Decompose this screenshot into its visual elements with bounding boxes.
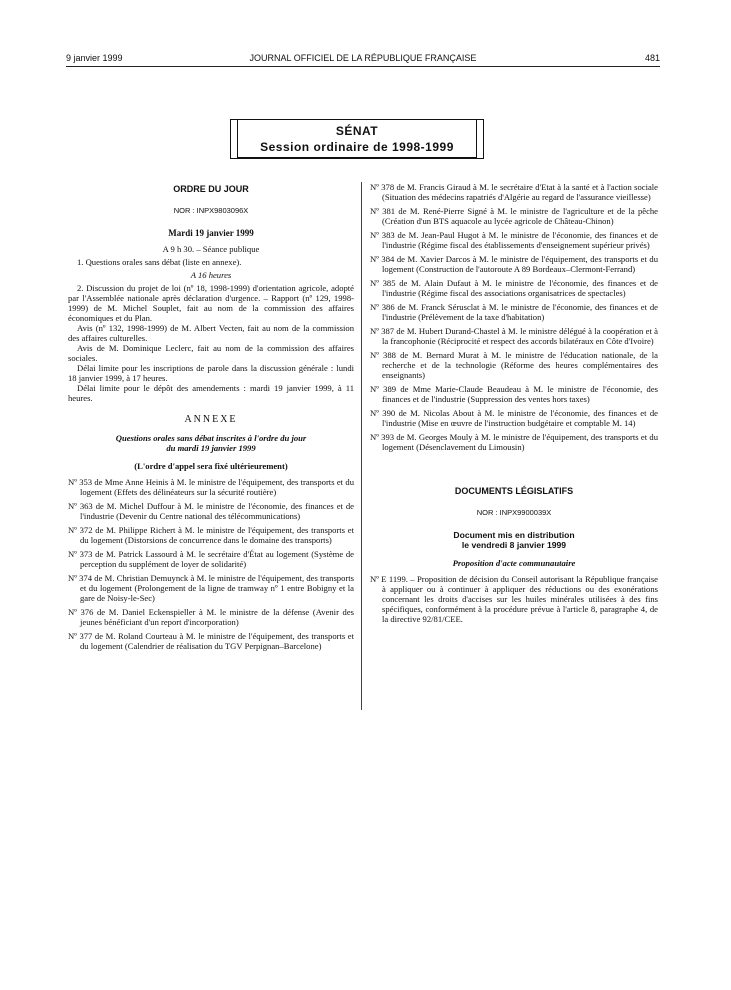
page-number: 481 [644,53,660,63]
question-item: Nº 377 de M. Roland Courteau à M. le ministre de l'équipement, des transports et du logement (Calendrier de réalisation du TGV Perpignan–Barcelone) [68,631,354,651]
documents-legislatifs-heading: DOCUMENTS LÉGISLATIFS [454,486,574,496]
page-header [66,53,660,67]
proposition-subheading: Proposition d'acte communautaire [452,558,576,568]
question-item: Nº 374 de M. Christian Demuynck à M. le ministre de l'équipement, des transports et du logement (Prolongement de la ligne de tramway nº 1 entre Bobigny et la gare de Noisy-le-Sec) [68,573,354,603]
question-item: Nº 376 de M. Daniel Eckenspieller à M. le ministre de la défense (Avenir des jeunes bénéficiant d'un report d'incorporation) [68,607,354,627]
journal-title: JOURNAL OFFICIEL DE LA RÉPUBLIQUE FRANÇAISE [249,53,477,63]
delai-amendements: Délai limite pour le dépôt des amendements : mardi 19 janvier 1999, à 11 heures. [68,383,354,403]
agenda-point-2: 2. Discussion du projet de loi (nº 18, 1998-1999) d'orientation agricole, adopté par l'Assemblée nationale après déclaration d'urgence. – Rapport (nº 129, 1998-1999) de M. Michel Souplet, fait au nom de la commission des affaires économiques et du Plan. [68,283,354,323]
session-date: Mardi 19 janvier 1999 [168,228,254,238]
annexe-subtitle-2: du mardi 19 janvier 1999 [166,443,256,453]
ordre-du-jour-heading: ORDRE DU JOUR [173,184,249,194]
question-item: Nº 384 de M. Xavier Darcos à M. le ministre de l'équipement, des transports et du logement (Construction de l'autoroute A 89 Bordeaux–Clermont-Ferrand) [370,254,658,274]
ordre-appel-note: (L'ordre d'appel sera fixé ultérieurement) [134,461,288,471]
question-item: Nº 383 de M. Jean-Paul Hugot à M. le ministre de l'économie, des finances et de l'industrie (Régime fiscal des établissements d'enseignement supérieur privés) [370,230,658,250]
right-column [370,182,658,628]
header-date: 9 janvier 1999 [66,53,123,63]
time-morning: A 9 h 30. – Séance publique [162,244,260,254]
question-item: Nº 381 de M. René-Pierre Signé à M. le ministre de l'agriculture et de la pêche (Création d'un BTS aquacole au lycée agricole de Château-Chinon) [370,206,658,226]
avis-2: Avis de M. Dominique Leclerc, fait au nom de la commission des affaires sociales. [68,343,354,363]
question-item: Nº 363 de M. Michel Duffour à M. le ministre de l'économie, des finances et de l'industrie (Devenir du Centre national des télécommunications) [68,501,354,521]
delai-inscriptions: Délai limite pour les inscriptions de parole dans la discussion générale : lundi 18 janvier 1999, à 17 heures. [68,363,354,383]
column-separator [361,182,362,710]
document-distribution-title: Document mis en distribution [453,530,575,540]
question-item: Nº 373 de M. Patrick Lassourd à M. le secrétaire d'État au logement (Système de perception du supplément de loyer de solidarité) [68,549,354,569]
question-item: Nº 386 de M. Franck Sérusclat à M. le ministre de l'économie, des finances et de l'industrie (Prélèvement de la taxe d'habitation) [370,302,658,322]
title-box [230,119,484,159]
left-column [68,182,354,655]
question-item: Nº 378 de M. Francis Giraud à M. le secrétaire d'Etat à la santé et à l'action sociale (Situation des médecins rapatriés d'Algérie au regard de l'assurance vieillesse) [370,182,658,202]
document-distribution-date: le vendredi 8 janvier 1999 [461,540,567,550]
question-item: Nº 387 de M. Hubert Durand-Chastel à M. le ministre délégué à la coopération et à la francophonie (Réciprocité et respect des accords bilatéraux en Côte d'Ivoire) [370,326,658,346]
question-item: Nº 385 de M. Alain Dufaut à M. le ministre de l'économie, des finances et de l'industrie (Régime fiscal des associations organisatrices de spectacles) [370,278,658,298]
question-item: Nº 389 de Mme Marie-Claude Beaudeau à M. le ministre de l'économie, des finances et de l'industrie (Suppression des ventes hors taxes) [370,384,658,404]
nor-reference: NOR : INPX9803096X [173,206,249,215]
annexe-subtitle-1: Questions orales sans débat inscrites à l'ordre du jour [115,433,307,443]
question-item: Nº 393 de M. Georges Mouly à M. le ministre de l'équipement, des transports et du logement (Désenclavement du Limousin) [370,432,658,452]
document-item: Nº E 1199. – Proposition de décision du Conseil autorisant la République française à appliquer ou à continuer à appliquer des réductions ou des exonérations concernant les droits d'accises sur les huiles minérales utilisées à des fins spécifiques, conformément à la procédure prévue à l'article 8, paragraphe 4, de la directive 92/81/CEE. [370,574,658,624]
documents-nor-reference: NOR : INPX9900039X [476,508,552,517]
question-item: Nº 372 de M. Philippe Richert à M. le ministre de l'équipement, des transports et du logement (Distorsions de concurrence dans le domaine des transports) [68,525,354,545]
agenda-point-1: 1. Questions orales sans débat (liste en annexe). [77,257,242,267]
avis-1: Avis (nº 132, 1998-1999) de M. Albert Vecten, fait au nom de la commission des affaires culturelles. [68,323,354,343]
title-senat: SÉNAT [335,124,379,138]
header-rule [66,66,660,67]
question-item: Nº 390 de M. Nicolas About à M. le ministre de l'économie, des finances et de l'industrie (Mise en œuvre de l'instruction budgétaire et comptable M. 14) [370,408,658,428]
time-afternoon: A 16 heures [190,270,232,280]
annexe-heading: ANNEXE [184,414,238,425]
question-item: Nº 353 de Mme Anne Heinis à M. le ministre de l'équipement, des transports et du logement (Effets des délinéateurs sur la sécurité routière) [68,477,354,497]
question-item: Nº 388 de M. Bernard Murat à M. le ministre de l'éducation nationale, de la recherche et de la technologie (Réforme des heures complémentaires des enseignants) [370,350,658,380]
title-session: Session ordinaire de 1998-1999 [260,140,454,154]
